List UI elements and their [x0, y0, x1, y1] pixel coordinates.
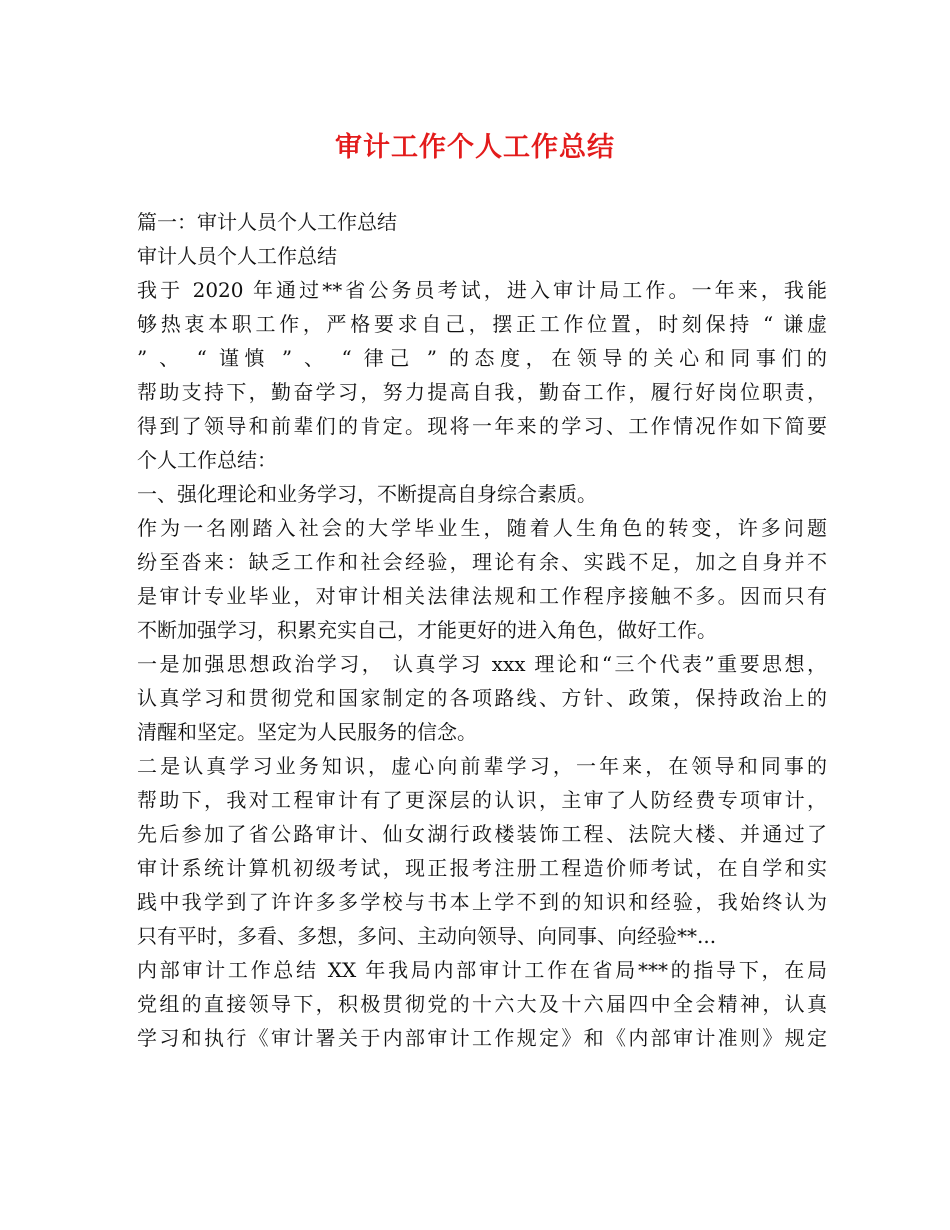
paragraph-line: 纷至沓来：缺乏工作和社会经验，理论有余、实践不足，加之自身并不: [137, 550, 827, 574]
paragraph-line: 帮助下，我对工程审计有了更深层的认识，主审了人防经费专项审计，: [137, 788, 827, 812]
paragraph-line: 不断加强学习，积累充实自己，才能更好的进入角色，做好工作。: [137, 618, 717, 642]
paragraph-line: 审计系统计算机初级考试，现正报考注册工程造价师考试，在自学和实: [137, 856, 827, 880]
paragraph-line: 审计人员个人工作总结: [137, 244, 337, 268]
paragraph-line: 一是加强思想政治学习， 认真学习 xxx 理论和“三个代表”重要思想，: [137, 652, 827, 676]
paragraph-line: 清醒和坚定。坚定为人民服务的信念。: [137, 720, 477, 744]
paragraph-line: 内部审计工作总结 XX 年我局内部审计工作在省局***的指导下，在局: [137, 958, 827, 982]
paragraph-line: 篇一：审计人员个人工作总结: [137, 210, 397, 234]
paragraph-line: 帮助支持下，勤奋学习，努力提高自我，勤奋工作，履行好岗位职责，: [137, 380, 827, 404]
paragraph-line: 一、强化理论和业务学习，不断提高自身综合素质。: [137, 482, 597, 506]
paragraph-line: 践中我学到了许许多多学校与书本上学不到的知识和经验，我始终认为: [137, 890, 827, 914]
paragraph-line: 个人工作总结：: [137, 448, 277, 472]
paragraph-line: 党组的直接领导下，积极贯彻党的十六大及十六届四中全会精神，认真: [137, 992, 827, 1016]
paragraph-line: 认真学习和贯彻党和国家制定的各项路线、方针、政策，保持政治上的: [137, 686, 827, 710]
paragraph-line: ” 、 “ 谨慎 ” 、 “ 律己 ” 的态度，在领导的关心和同事们的: [137, 346, 827, 370]
paragraph-line: 二是认真学习业务知识，虚心向前辈学习，一年来，在领导和同事的: [137, 754, 827, 778]
paragraph-line: 得到了领导和前辈们的肯定。现将一年来的学习、工作情况作如下简要: [137, 414, 827, 438]
paragraph-line: 是审计专业毕业，对审计相关法律法规和工作程序接触不多。因而只有: [137, 584, 827, 608]
paragraph-line: 先后参加了省公路审计、仙女湖行政楼装饰工程、法院大楼、并通过了: [137, 822, 827, 846]
paragraph-line: 够热衷本职工作，严格要求自己，摆正工作位置，时刻保持 “ 谦虚: [137, 312, 827, 336]
paragraph-line: 只有平时，多看、多想，多问、主动向领导、向同事、向经验**...: [137, 924, 717, 948]
paragraph-line: 我于 2020 年通过**省公务员考试，进入审计局工作。一年来，我能: [137, 278, 827, 302]
paragraph-line: 学习和执行《审计署关于内部审计工作规定》和《内部审计准则》规定: [137, 1026, 827, 1050]
document-title: 审计工作个人工作总结: [335, 132, 615, 163]
document-body: [137, 205, 827, 1055]
paragraph-line: 作为一名刚踏入社会的大学毕业生，随着人生角色的转变，许多问题: [137, 516, 827, 540]
